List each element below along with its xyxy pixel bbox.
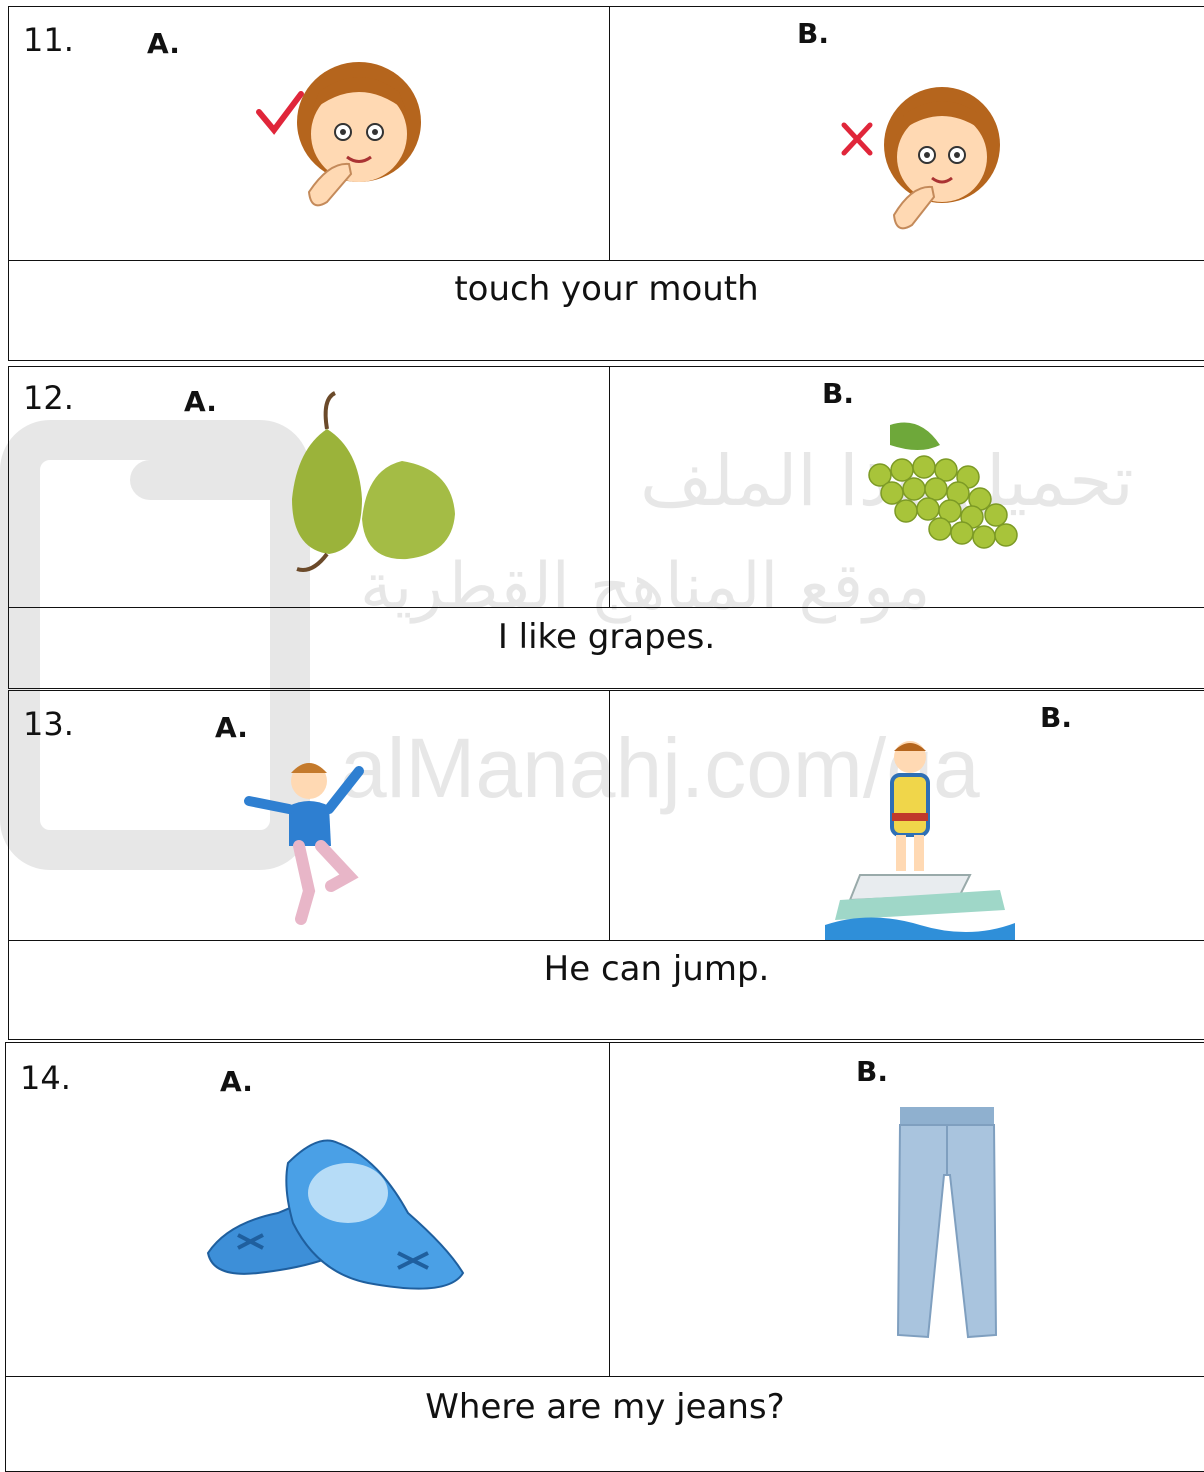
- question-12-options-row: [9, 367, 1204, 608]
- question-number: 14.: [20, 1059, 71, 1097]
- question-number: 11.: [23, 21, 74, 59]
- option-a-cell[interactable]: [9, 7, 610, 260]
- option-b-label: B.: [1040, 701, 1072, 734]
- question-number: 13.: [23, 705, 74, 743]
- question-12: [8, 366, 1204, 689]
- question-number: 12.: [23, 379, 74, 417]
- option-b-label: B.: [822, 377, 854, 410]
- option-b-label: B.: [797, 17, 829, 50]
- option-a-label: A.: [184, 385, 217, 418]
- option-a-label: A.: [147, 27, 180, 60]
- boy-jumping-icon: [239, 751, 379, 931]
- question-14: [5, 1042, 1204, 1472]
- question-13-options-row: [9, 691, 1204, 941]
- question-11-options-row: [9, 7, 1204, 261]
- girl-touching-mouth-check-icon: [239, 52, 439, 212]
- boy-on-diving-board-icon: [820, 735, 1020, 940]
- option-a-cell[interactable]: [9, 691, 610, 940]
- option-b-cell[interactable]: [610, 7, 1204, 260]
- watermark-arabic-1: تحميل الملف: [640, 440, 1134, 522]
- option-a-label: A.: [215, 711, 248, 744]
- option-a-label: A.: [220, 1065, 253, 1098]
- blue-shoes-icon: [198, 1133, 468, 1303]
- girl-touching-mouth-cross-icon: [832, 75, 1032, 235]
- pears-icon: [267, 389, 467, 574]
- question-11: [8, 6, 1204, 361]
- jeans-icon: [892, 1105, 1002, 1340]
- question-13: [8, 690, 1204, 1040]
- option-b-cell[interactable]: [610, 1043, 1204, 1376]
- question-14-options-row: [6, 1043, 1204, 1377]
- option-a-cell[interactable]: [9, 367, 610, 607]
- grapes-icon: [850, 415, 1030, 565]
- question-sentence: Where are my jeans?: [425, 1387, 785, 1427]
- option-b-cell[interactable]: [610, 367, 1204, 607]
- question-sentence: He can jump.: [543, 949, 770, 989]
- watermark-site: alManahj.com/qa: [340, 721, 980, 815]
- question-sentence: I like grapes.: [497, 617, 716, 657]
- watermark-arabic-2: موقع المناهج القطرية: [360, 550, 931, 624]
- option-b-label: B.: [856, 1055, 888, 1088]
- option-b-cell[interactable]: [610, 691, 1204, 940]
- question-sentence: touch your mouth: [454, 269, 759, 309]
- option-a-cell[interactable]: [6, 1043, 610, 1376]
